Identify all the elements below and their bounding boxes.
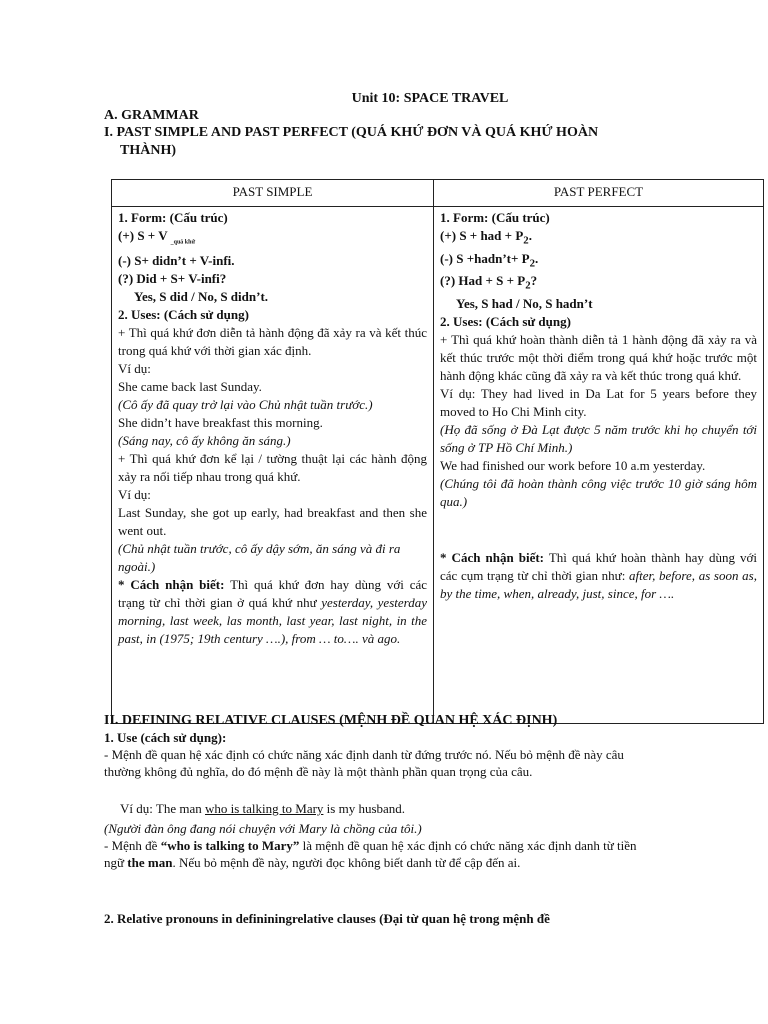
section-i-heading: I. PAST SIMPLE AND PAST PERFECT (QUÁ KHỨ ĐƠN VÀ QUÁ KHỨ HOÀN <box>104 125 599 140</box>
ps-example-label-2: Ví dụ: <box>118 486 151 502</box>
use-description: - Mệnh đề quan hệ xác định có chức năng xác định danh từ đứng trước nó. Nếu bỏ mệnh đề này câu thường không đủ nghĩa, do đó mệnh đề này là một thành phần quan trọng của câu. <box>104 747 624 779</box>
relative-pronouns-heading: 2. Relative pronouns in defininingrelative clauses (Đại từ quan hệ trong mệnh đề <box>104 911 550 926</box>
ps-signal-words: * Cách nhận biết: Thì quá khứ đơn hay dùng với các trạng từ chỉ thời gian ở quá khứ như yesterday, yesterday morning, last week, las month, last year, last night, in the past, in (1975; 19th century ….), from … to…. và ago. <box>118 576 427 646</box>
pp-positive: (+) S + had + $P_2$. <box>440 228 532 247</box>
use-heading: 1. Use (cách sử dụng): <box>104 730 227 745</box>
pp-negative: (-) S +hadn’t+ $P_2$. <box>440 250 539 270</box>
section-ii-heading: II. DEFINING RELATIVE CLAUSES (MỆNH ĐỀ QUAN HỆ XÁC ĐỊNH) <box>104 713 558 728</box>
ps-example-2-translation: (Sáng nay, cô ấy không ăn sáng.) <box>118 432 291 448</box>
ps-negative: (-) S+ didn’t + V-infi. <box>118 252 235 268</box>
pp-uses-heading: 2. Uses: (Cách sử dụng) <box>440 313 571 329</box>
ps-answer: Yes, S did / No, S didn’t. <box>134 288 269 304</box>
ps-form-heading: 1. Form: (Cấu trúc) <box>118 210 228 225</box>
pp-example-2: We had finished our work before 10 a.m yesterday. <box>440 457 706 473</box>
ps-example-1: She came back last Sunday. <box>118 378 262 394</box>
ps-positive: (+) S + V $_{\_quá khứ}$ <box>118 228 196 246</box>
ps-example-1-translation: (Cô ấy đã quay trở lại vào Chủ nhật tuần trước.) <box>118 396 373 412</box>
relative-clause-note: - Mệnh đề “who is talking to Mary” là mệnh đề quan hệ xác định có chức năng xác định danh từ tiền ngữ the man. Nếu bỏ mệnh đề này, người đọc không biết danh từ để cập đến ai. <box>104 838 637 870</box>
ps-use-1: + Thì quá khứ đơn diễn tả hành động đã xảy ra và kết thúc trong quá khứ với thời gian xác định. <box>118 324 427 358</box>
pp-answer: Yes, S had / No, S hadn’t <box>456 295 593 311</box>
page-title: Unit 10: SPACE TRAVEL <box>351 91 509 106</box>
relative-clause-example: Ví dụ: The man who is talking to Mary is my husband. <box>120 801 406 816</box>
ps-example-2: She didn’t have breakfast this morning. <box>118 414 323 430</box>
ps-question: (?) Did + S+ V-infi? <box>118 270 227 286</box>
ps-example-3: Last Sunday, she got up early, had breakfast and then she went out. <box>118 504 427 538</box>
ps-example-3-translation: (Chủ nhật tuần trước, cô ấy dậy sớm, ăn sáng và đi ra ngoài.) <box>118 540 401 574</box>
relative-clause-example-translation: (Người đàn ông đang nói chuyện với Mary là chồng của tôi.) <box>104 821 422 836</box>
pp-example-2-translation: (Chúng tôi đã hoàn thành công việc trước 10 giờ sáng hôm qua.) <box>440 475 757 509</box>
ps-use-2: + Thì quá khứ đơn kể lại / tường thuật lại các hành động xảy ra nối tiếp nhau trong quá khứ. <box>118 450 427 484</box>
pp-signal-words: * Cách nhận biết: Thì quá khứ hoàn thành hay dùng với các cụm trạng từ chỉ thời gian như: after, before, as soon as, by the time, when, already, just, since, for …. <box>440 549 757 601</box>
section-a-heading: A. GRAMMAR <box>104 108 199 123</box>
ps-uses-heading: 2. Uses: (Cách sử dụng) <box>118 306 249 322</box>
ps-example-label-1: Ví dụ: <box>118 360 151 376</box>
section-i-heading-cont: THÀNH) <box>120 143 176 158</box>
column-header-past-simple: PAST SIMPLE <box>112 180 434 207</box>
past-perfect-cell <box>434 207 764 724</box>
column-header-past-perfect: PAST PERFECT <box>434 180 764 207</box>
pp-form-heading: 1. Form: (Cấu trúc) <box>440 210 550 225</box>
pp-question: (?) Had + $S + P_2$? <box>440 273 538 292</box>
pp-example-1-translation: (Họ đã sống ở Đà Lạt được 5 năm trước khi họ chuyển tới sống ở TP Hồ Chí Minh.) <box>440 421 757 455</box>
past-simple-cell <box>112 207 434 724</box>
pp-use-1: + Thì quá khứ hoàn thành diễn tả 1 hành động đã xảy ra và kết thúc trước một thời điểm trong quá khứ hoặc trước một hành động khác cũng đã xảy ra và kết thúc trong quá khứ. <box>440 331 757 383</box>
pp-example-1: Ví dụ: They had lived in Da Lat for 5 years before they moved to Ho Chi Minh city. <box>440 385 757 419</box>
tense-comparison-table <box>111 179 764 724</box>
